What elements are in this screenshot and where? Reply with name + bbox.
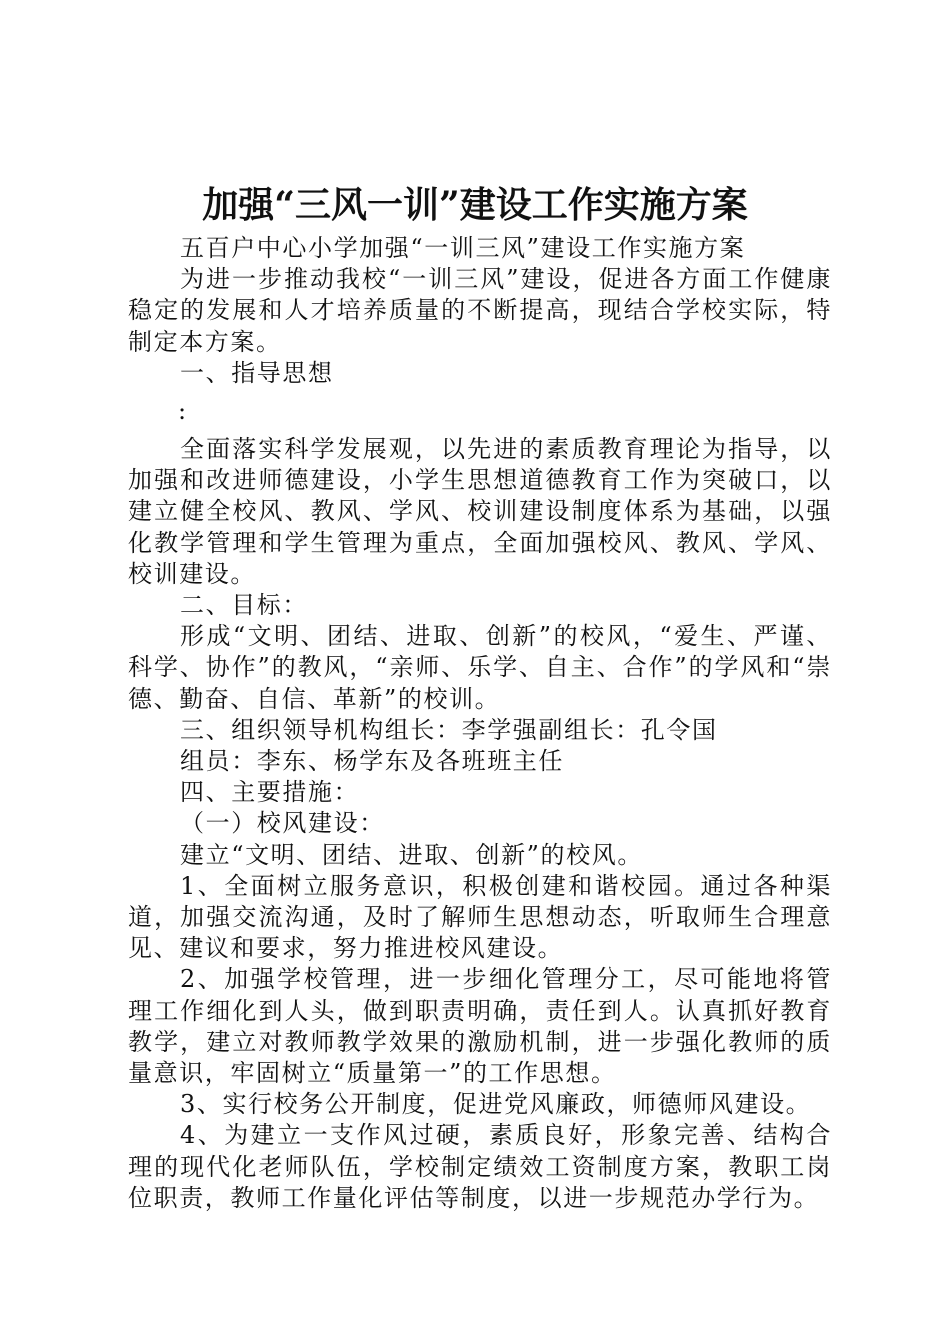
- paragraph-intro: 为进一步推动我校“一训三风”建设，促进各方面工作健康稳定的发展和人才培养质量的不断提高，现结合学校实际，特制定本方案。: [128, 265, 832, 356]
- document-title: 加强“三风一训”建设工作实施方案: [202, 184, 748, 226]
- measure-item-3: 3、实行校务公开制度，促进党风廉政，师德师风建设。: [180, 1090, 812, 1119]
- heading-goals: 二、目标：: [180, 591, 308, 620]
- paragraph-members: 组员：李东、杨学东及各班班主任: [180, 747, 564, 776]
- paragraph-subtitle: 五百户中心小学加强“一训三风”建设工作实施方案: [180, 234, 746, 262]
- document-body: [128, 233, 832, 1214]
- paragraph-guiding-ideology: 全面落实科学发展观，以先进的素质教育理论为指导，以加强和改进师德建设，小学生思想道德教育工作为突破口，以建立健全校风、教风、学风、校训建设制度体系为基础，以强化教学管理和学生管理为重点，全面加强校风、教风、学风、校训建设。: [128, 435, 832, 588]
- measure-item-1: 1、全面树立服务意识，积极创建和谐校园。通过各种渠道，加强交流沟通，及时了解师生思想动态，听取师生合理意见、建议和要求，努力推进校风建设。: [128, 871, 832, 963]
- heading-measures: 四、主要措施：: [180, 778, 360, 807]
- heading-organization: 三、组织领导机构组长：李学强副组长：孔令国: [180, 715, 718, 744]
- subheading-school-spirit: （一）校风建设：: [180, 809, 385, 838]
- heading-guiding-ideology: 一、指导思想: [180, 358, 334, 387]
- paragraph-goals: 形成“文明、团结、进取、创新”的校风，“爱生、严谨、科学、协作”的教风，“亲师、乐学、自主、合作”的学风和“崇德、勤奋、自信、革新”的校训。: [128, 622, 832, 713]
- colon-line: :: [178, 397, 188, 426]
- paragraph-school-spirit: 建立“文明、团结、进取、创新”的校风。: [180, 840, 643, 869]
- measure-item-2: 2、加强学校管理，进一步细化管理分工，尽可能地将管理工作细化到人头，做到职责明确，责任到人。认真抓好教育教学，建立对教师教学效果的激励机制，进一步强化教师的质量意识，牢固树立“质量第一”的工作思想。: [128, 965, 832, 1088]
- measure-item-4: 4、为建立一支作风过硬，素质良好，形象完善、结构合理的现代化老师队伍，学校制定绩效工资制度方案，教职工岗位职责，教师工作量化评估等制度，以进一步规范办学行为。: [128, 1121, 832, 1212]
